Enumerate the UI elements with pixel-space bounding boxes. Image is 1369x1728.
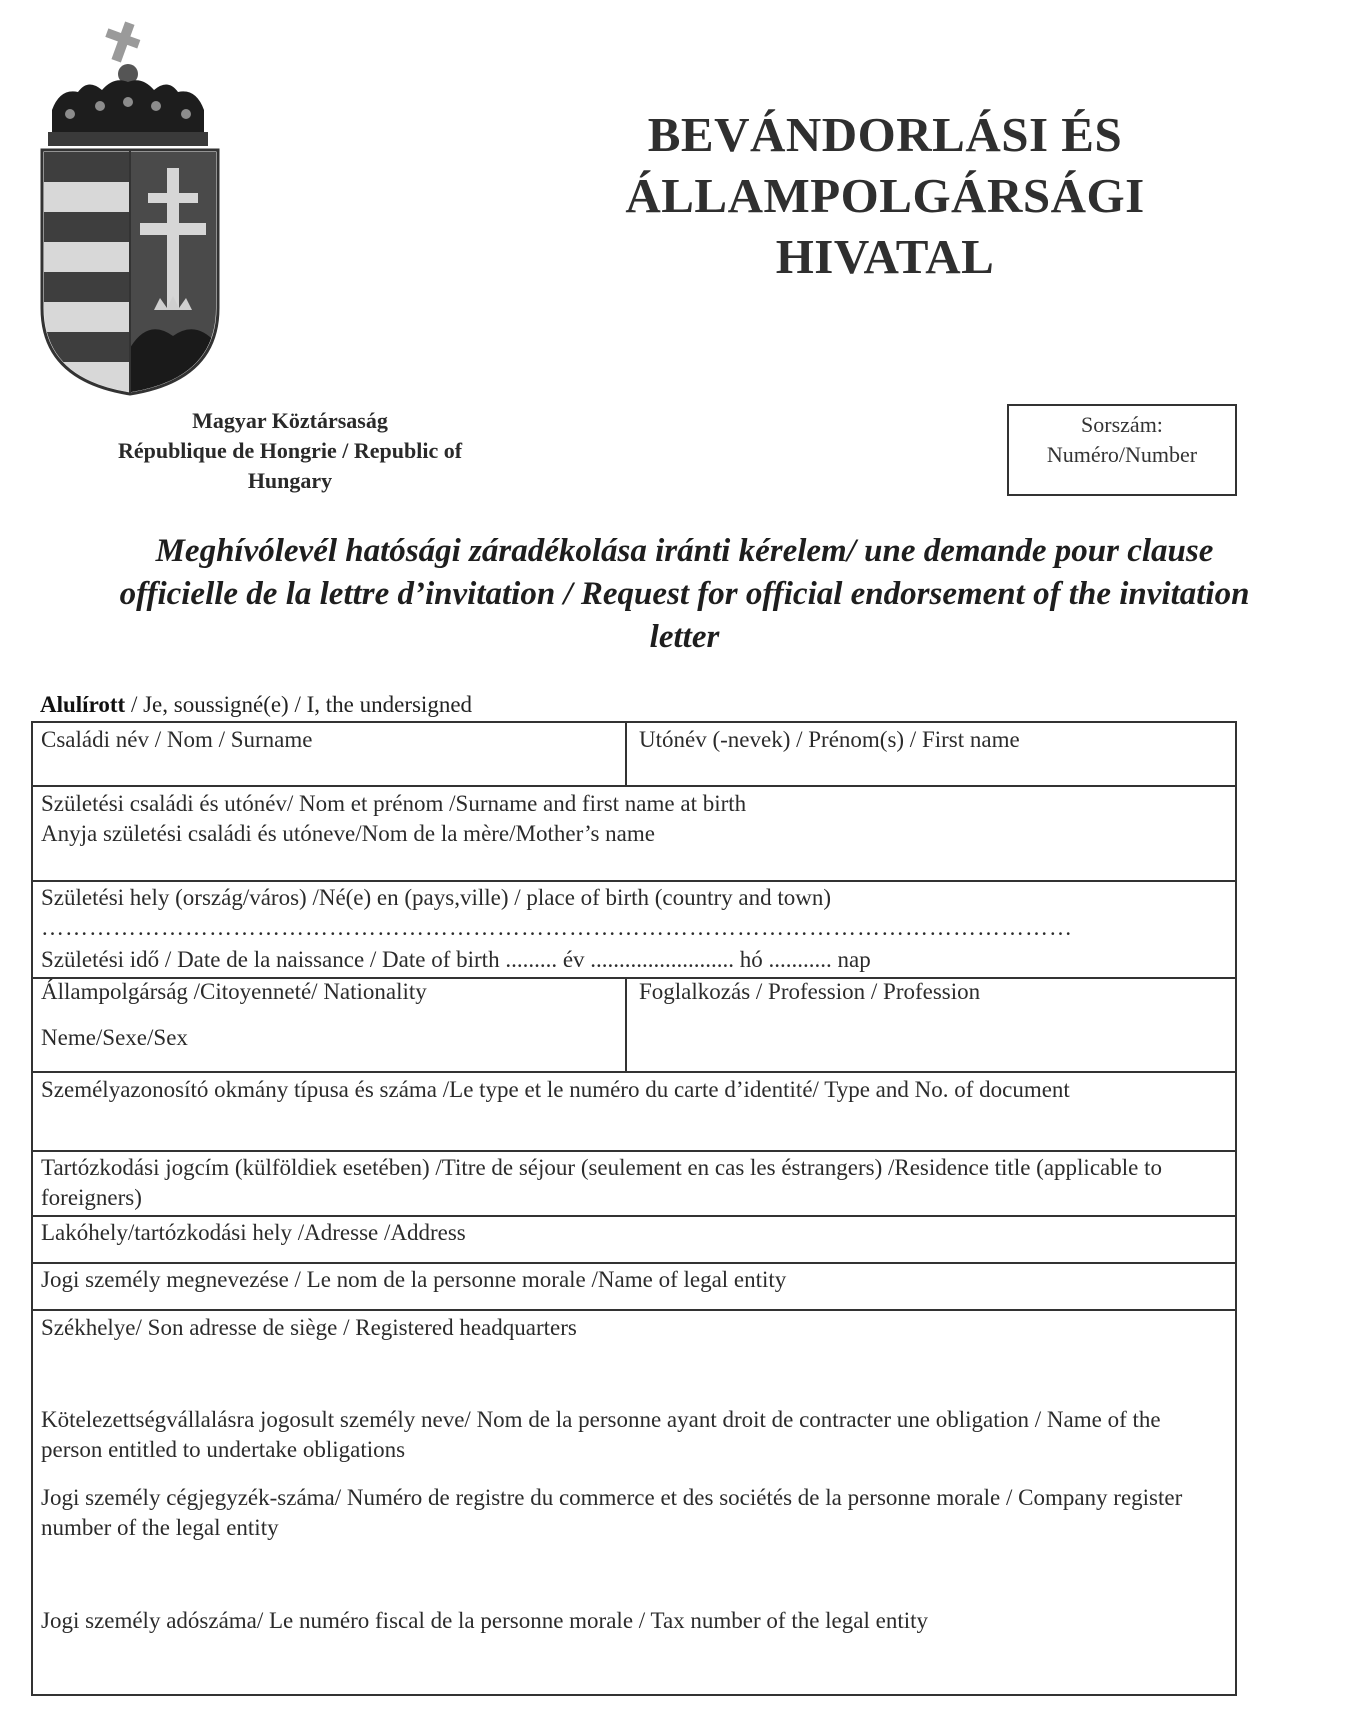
agency-line-2: ÁLLAMPOLGÁRSÁGI	[625, 168, 1145, 223]
surname-field[interactable]: Családi név / Nom / Surname	[41, 727, 313, 752]
first-name-field[interactable]: Utónév (-nevek) / Prénom(s) / First name	[639, 727, 1020, 752]
profession-field[interactable]: Foglalkozás / Profession / Profession	[639, 979, 981, 1004]
agency-name-heading	[560, 104, 1210, 287]
application-form	[31, 721, 1237, 1696]
row-divider	[33, 1215, 1235, 1217]
agency-line-1: BEVÁNDORLÁSI ÉS	[647, 107, 1123, 162]
row-divider	[33, 1150, 1235, 1152]
republic-name	[60, 406, 520, 496]
sex-field[interactable]: Neme/Sexe/Sex	[41, 1025, 188, 1050]
undersigned-label	[40, 690, 472, 720]
mother-name-field[interactable]: Anyja születési családi és utóneve/Nom de la mère/Mother’s name	[41, 821, 655, 846]
birth-name-field[interactable]: Születési családi és utónév/ Nom et prénom /Surname and first name at birth	[41, 791, 747, 816]
column-divider	[625, 977, 627, 1071]
headquarters-field[interactable]: Székhelye/ Son adresse de siège / Registered headquarters	[41, 1315, 577, 1340]
undersigned-bold: Alulírott	[40, 692, 126, 717]
row-divider	[33, 785, 1235, 787]
nationality-field[interactable]: Állampolgárság /Citoyenneté/ Nationality	[41, 979, 427, 1004]
agency-line-3: HIVATAL	[775, 229, 995, 284]
company-register-field[interactable]: Jogi személy cégjegyzék-száma/ Numéro de registre du commerce et des sociétés de la personne morale / Company register number of the legal entity	[41, 1485, 1183, 1540]
row-divider	[33, 880, 1235, 882]
serial-label-en: Numéro/Number	[1046, 442, 1198, 467]
republic-line-1: Magyar Köztársaság	[192, 408, 388, 433]
row-divider	[33, 1262, 1235, 1264]
form-title-line-2: officielle de la lettre d’invitation / Request for official endorsement of the invitation	[119, 576, 1250, 612]
obligation-person-field[interactable]: Kötelezettségvállalásra jogosult személy neve/ Nom de la personne ayant droit de contracter une obligation / Name of the person entitled to undertake obligations	[41, 1407, 1161, 1462]
column-divider	[625, 723, 627, 785]
republic-line-3: Hungary	[247, 468, 333, 493]
row-divider	[33, 1309, 1235, 1311]
id-document-field[interactable]: Személyazonosító okmány típusa és száma /Le type et le numéro du carte d’identité/ Type and No. of document	[41, 1077, 1070, 1102]
birth-place-dotted-line: …………………………………………………………………………………………………………………	[41, 915, 1073, 940]
form-title-line-1: Meghívólevél hatósági záradékolása iránti kérelem/ une demande pour clause	[155, 533, 1214, 569]
republic-line-2: République de Hongrie / Republic of	[117, 438, 463, 463]
form-title	[20, 530, 1349, 659]
tax-number-field[interactable]: Jogi személy adószáma/ Le numéro fiscal de la personne morale / Tax number of the legal entity	[41, 1608, 928, 1633]
serial-number-box[interactable]	[1007, 404, 1237, 496]
address-field[interactable]: Lakóhely/tartózkodási hely /Adresse /Address	[41, 1220, 466, 1245]
birth-date-field[interactable]: Születési idő / Date de la naissance / Date of birth ......... év ......................... hó ........... nap	[41, 947, 871, 972]
undersigned-rest: / Je, soussigné(e) / I, the undersigned	[125, 692, 473, 717]
serial-label-hu: Sorszám:	[1081, 412, 1163, 437]
row-divider	[33, 1071, 1235, 1073]
legal-entity-name-field[interactable]: Jogi személy megnevezése / Le nom de la personne morale /Name of legal entity	[41, 1267, 787, 1292]
hungarian-coat-of-arms-logo	[30, 18, 230, 398]
residence-title-field[interactable]: Tartózkodási jogcím (külföldiek esetében) /Titre de séjour (seulement en cas les éstrangers) /Residence title (applicable to foreigners)	[41, 1155, 1162, 1210]
birth-place-field[interactable]: Születési hely (ország/város) /Né(e) en (pays,ville) / place of birth (country and town)	[41, 885, 832, 910]
form-title-line-3: letter	[649, 619, 720, 655]
